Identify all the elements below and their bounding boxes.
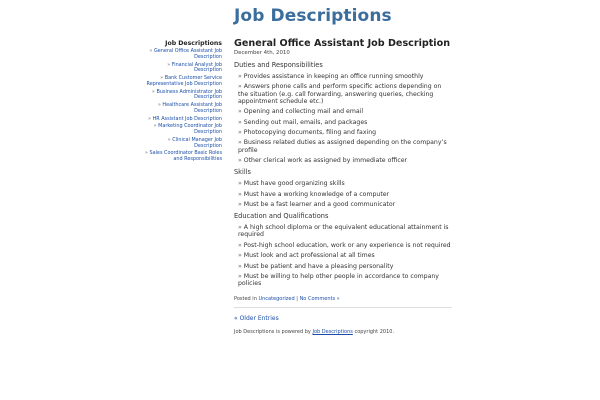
- list-item: [238, 139, 452, 153]
- list-item: [238, 191, 452, 198]
- sidebar-link-bank-customer-service[interactable]: Bank Customer Service Representative Job Description: [146, 75, 222, 87]
- bullet-glyph: »: [153, 123, 157, 130]
- bullet-glyph: »: [157, 102, 161, 108]
- sidebar-link-marketing-coordinator[interactable]: Marketing Coordinator Job Description: [158, 123, 222, 135]
- list-item-text: Must have good organizing skills: [243, 180, 345, 188]
- bullet-glyph: »: [167, 136, 171, 143]
- sidebar-item: [140, 90, 222, 102]
- list-item: [238, 73, 452, 80]
- sidebar-link-general-office-assistant[interactable]: General Office Assistant Job Description: [153, 48, 222, 60]
- sidebar-item: [140, 151, 222, 163]
- list-item-text: Business related duties as assigned depending on the company’s profile: [238, 139, 447, 154]
- list-item: [238, 273, 452, 287]
- list-item: [238, 180, 452, 187]
- meta-separator: |: [296, 296, 298, 303]
- list-item: [238, 224, 452, 238]
- sidebar-item: [140, 138, 222, 150]
- bullet-glyph: »: [238, 272, 242, 280]
- bullet-glyph: »: [238, 128, 242, 136]
- duties-list: [238, 73, 452, 164]
- education-list: [238, 224, 452, 287]
- bullet-glyph: »: [144, 150, 148, 157]
- posted-in-label: Posted in: [234, 296, 257, 303]
- list-item: [238, 252, 452, 259]
- list-item-text: Must be patient and have a pleasing personality: [243, 262, 394, 270]
- sidebar-link-business-administrator[interactable]: Business Administrator Job Description: [156, 88, 222, 101]
- skills-list: [238, 180, 452, 208]
- list-item: [238, 201, 452, 208]
- list-item: [238, 263, 452, 270]
- sidebar-heading: Job Descriptions: [165, 40, 222, 47]
- bullet-glyph: »: [238, 108, 242, 116]
- post-title[interactable]: General Office Assistant Job Description: [234, 38, 451, 49]
- list-item: [238, 83, 452, 105]
- bullet-glyph: »: [238, 73, 242, 80]
- sidebar-item: [140, 49, 222, 61]
- section-heading-education: Education and Qualifications: [234, 212, 329, 221]
- bullet-glyph: »: [238, 180, 242, 188]
- list-item-text: Provides assistance in keeping an office running smoothly: [243, 73, 424, 80]
- bullet-glyph: »: [160, 75, 164, 81]
- footer-link[interactable]: Job Descriptions: [312, 329, 353, 336]
- older-entries-link[interactable]: « Older Entries: [234, 315, 279, 323]
- list-item: [238, 108, 452, 115]
- bullet-glyph: »: [238, 83, 242, 91]
- footer-text-before: Job Descriptions is powered by: [234, 329, 311, 336]
- sidebar-list: [140, 49, 222, 163]
- bullet-glyph: »: [238, 224, 242, 232]
- bullet-glyph: »: [238, 262, 242, 270]
- list-item-text: Sending out mail, emails, and packages: [243, 118, 368, 126]
- sidebar-link-clinical-manager[interactable]: Clinical Manager Job Description: [172, 136, 222, 149]
- bullet-glyph: »: [148, 115, 152, 122]
- list-item: [238, 157, 452, 164]
- bullet-glyph: »: [149, 48, 153, 54]
- sidebar-link-hr-assistant[interactable]: HR Assistant Job Description: [152, 115, 222, 122]
- sidebar-item: [140, 63, 222, 75]
- bullet-glyph: »: [238, 190, 242, 198]
- post-meta: [234, 296, 452, 308]
- bullet-glyph: »: [238, 252, 242, 260]
- sidebar: [140, 40, 222, 165]
- list-item-text: Must look and act professional at all times: [243, 252, 375, 260]
- comments-link[interactable]: No Comments »: [299, 296, 340, 303]
- bullet-glyph: »: [238, 156, 242, 164]
- list-item: [238, 129, 452, 136]
- sidebar-link-healthcare-assistant[interactable]: Healthcare Assistant Job Description: [162, 102, 222, 114]
- list-item-text: Other clerical work as assigned by immediate officer: [243, 156, 408, 164]
- bullet-glyph: »: [238, 241, 242, 249]
- bullet-glyph: »: [167, 61, 171, 68]
- sidebar-item: [140, 117, 222, 123]
- site-title[interactable]: Job Descriptions: [234, 6, 392, 26]
- footer: [234, 329, 452, 335]
- list-item-text: Must be a fast learner and a good communicator: [243, 200, 396, 208]
- sidebar-link-financial-analyst[interactable]: Financial Analyst Job Description: [171, 61, 222, 74]
- list-item-text: A high school diploma or the equivalent educational attainment is required: [238, 224, 449, 239]
- footer-text-after: copyright 2010.: [354, 329, 395, 336]
- main-content: [234, 38, 452, 335]
- list-item: [238, 242, 452, 249]
- bullet-glyph: »: [151, 88, 155, 95]
- section-heading-duties: Duties and Responsibilities: [234, 61, 323, 69]
- sidebar-item: [140, 76, 222, 88]
- list-item-text: Opening and collecting mail and email: [243, 108, 364, 116]
- bullet-glyph: »: [238, 139, 242, 147]
- list-item: [238, 119, 452, 126]
- list-item-text: Photocopying documents, filing and faxing: [243, 128, 377, 136]
- section-heading-skills: Skills: [234, 168, 251, 177]
- sidebar-item: [140, 124, 222, 136]
- list-item-text: Answers phone calls and perform specific actions depending on the situation (e.g. call forwarding, answering queries, checking appointment schedule etc.): [238, 83, 442, 105]
- sidebar-item: [140, 103, 222, 115]
- list-item-text: Must have a working knowledge of a computer: [243, 190, 390, 198]
- bullet-glyph: »: [238, 118, 242, 126]
- list-item-text: Must be willing to help other people in accordance to company policies: [238, 272, 439, 288]
- bullet-glyph: »: [238, 200, 242, 208]
- post-date: December 4th, 2010: [234, 50, 290, 56]
- list-item-text: Post-high school education, work or any experience is not required: [243, 241, 451, 249]
- category-link[interactable]: Uncategorized: [258, 296, 295, 303]
- sidebar-link-sales-coordinator[interactable]: Sales Coordinator Basic Roles and Responsibilities: [149, 150, 222, 162]
